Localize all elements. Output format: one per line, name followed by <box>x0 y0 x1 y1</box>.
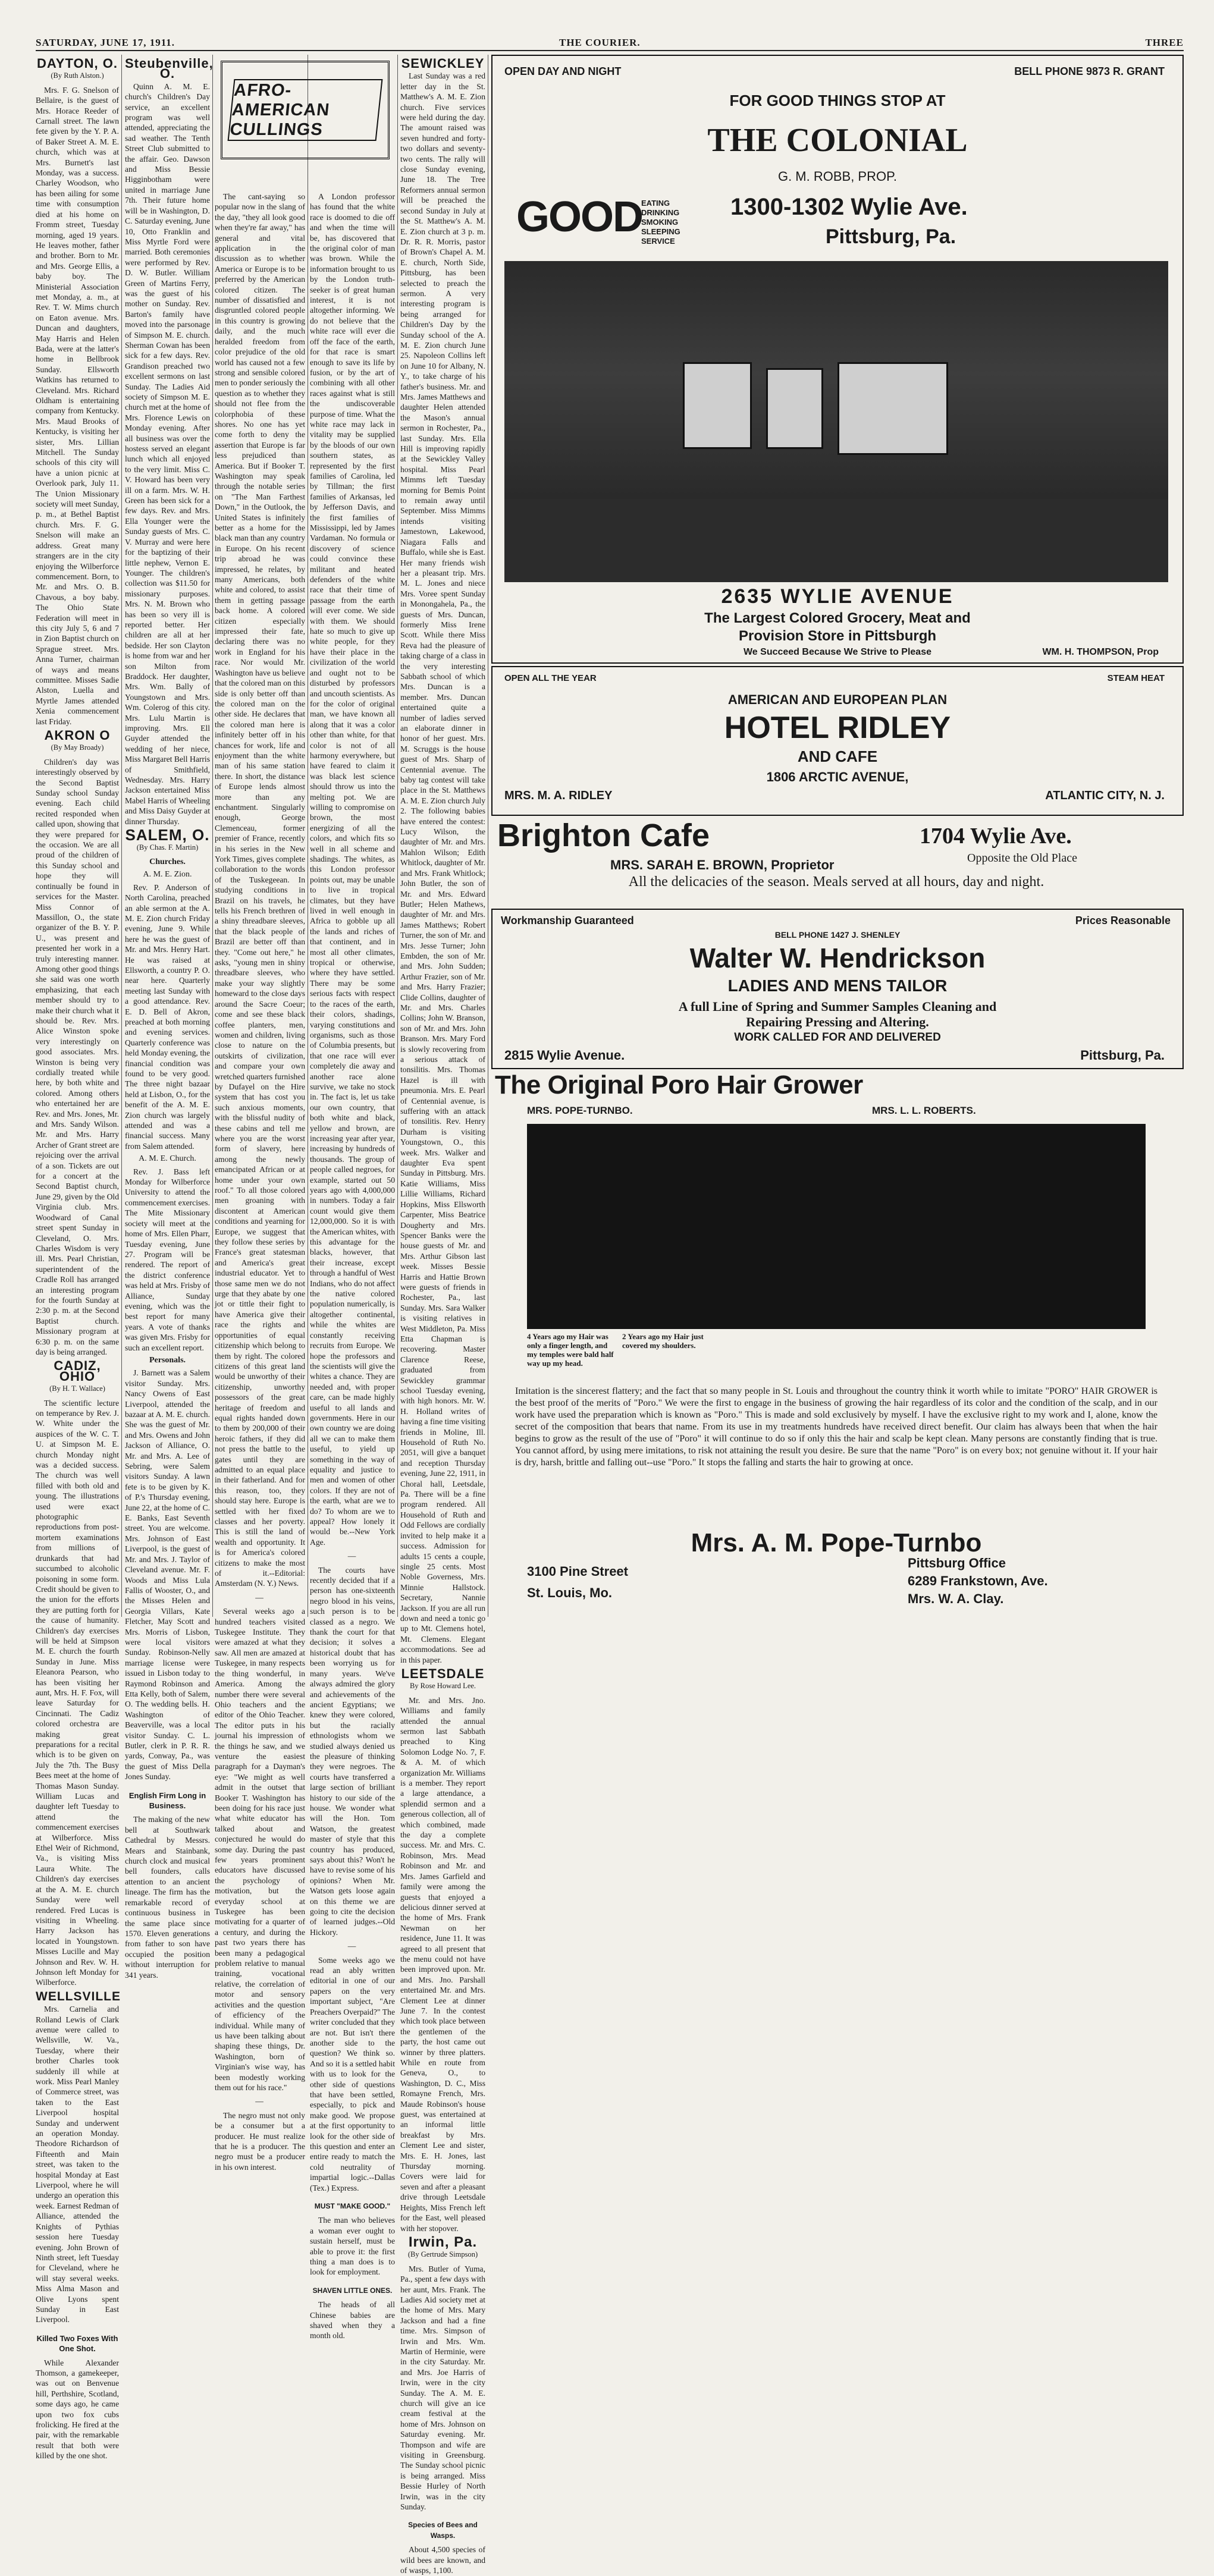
separator: — <box>255 1592 265 1602</box>
akron-article: Children's day was interestingly observed by the Second Baptist Sunday school Sunday evening. Each child recited responded when called upon, showing that they were prepared for the occasion. We are all proud of the children of this Sunday school and hope they will continually be found in services for the Master. Miss Connor of Massillon, O., the state organizer of the B. Y. P. U., was present and presented her work in a truly interesting manner. Among other good things she said was one worth emphasizing, that each member should try to make their church what it should be. Rev. Mrs. Alice Winston spoke very interestingly on good associates. Mrs. Winston is being very cordially treated while here, by both white and colored. Among others who entertained her are Rev. and Mrs. Jones, Mr. and Mrs. Sandy Wilson. Mr. and Mrs. Harry Archer of Grant street are rejoicing over the arrival of a son. Tickets are out for a concert at the Second Baptist church, June 29, given by the Old Virginia club. Mrs. Woodward of Canal street spent Sunday in Cleveland, O. Mrs. Charles Wisdom is very ill. Mrs. Pearl Christian, superintendent of the Cradle Roll has arranged an interesting program for the fourth Sunday at 2:30 p. m. at the Second Baptist church. Missionary program at 6:30 p. m. on the same day is being arranged. <box>36 757 119 1356</box>
tuskegee-article: Several weeks ago a hundred teachers visited Tuskegee Institute. They were amazed at what they saw. All men are amazed at Tuskegee, in many respects the thing wonderful, in America. Among the number there were several Ohio teachers and the editor of the Ohio Teacher. The editor puts in his journal his impression of the things he saw, and we venture the easiest paragraph for a Dayman's eye: "We might as well admit in the outset that Booker T. Washington has been doing for his race just what white educator has talked about and conjectured he would do some day. During the past few years prominent educators have discussed the psychology of motivation, but the everyday school at Tuskegee has been motivating for a quarter of a century, and during the past two years there has been many a pedagogical problem relative to manual training, vocational relative, the correlation of motor and sensory activities and the question of efficiency of the individual. While many of us have been talking about shaping these things, Dr. Washington, born of Virginian's wise way, has been modestly working them out for his race." <box>215 1607 305 2092</box>
leetsdale-headline: LEETSDALE <box>401 1666 485 1681</box>
poro-body: Imitation is the sincerest flattery; and the fact that so many people in St. Louis and throughout the country think it worth while to imitate "PORO" HAIR GROWER is the best proof of the merits of "Poro." We were the first to engage in the business of growing the hair regardless of its color and the condition of the scalp, and in our work have used the preparation which is known as "Poro." This is made and sold exclusively by myself. I have the exclusive right to my work and I, alone, know the secret of the composition that bears that name. From its use in my treatments hundreds have received direct benefit. Our claim has always been that when the hair begins to grow as the result of the use of "Poro" it will continue to do so if only this the hair and scalp be kept clean. Many persons are constantly finding that is true. You cannot afford, by using mere imitations, to risk not attaining the result you desire. Be sure that the name "Poro" is on every box; not genuine without it. If your hair is dry, harsh, brittle and falling out--use "Poro." It stops the falling and starts the hair to growing at once. <box>515 1386 1157 1468</box>
hendrickson-call: WORK CALLED FOR AND DELIVERED <box>734 1031 941 1044</box>
column-2 <box>125 55 214 1980</box>
hendrickson-guarantee: Workmanship Guaranteed <box>501 915 634 926</box>
hendrickson-address: 2815 Wylie Avenue. <box>504 1048 625 1063</box>
poro-signature: Mrs. A. M. Pope-Turnbo <box>691 1528 982 1557</box>
separator: — <box>347 1551 357 1561</box>
ridley-name: HOTEL RIDLEY <box>724 711 951 745</box>
issue-date: SATURDAY, JUNE 17, 1911. <box>36 37 175 48</box>
dayton-byline: (By Ruth Alston.) <box>51 71 104 80</box>
poro-office: Pittsburg Office <box>908 1556 1006 1570</box>
poro-address-2: 6289 Frankstown, Ave. <box>908 1573 1048 1588</box>
colonial-good: GOOD <box>516 193 643 241</box>
salem-article: Rev. P. Anderson of North Carolina, preached an able sermon at the A. M. E. Zion church Friday evening, June 9. While here he was the guest of Mr. and Mrs. Henry Hart. He was raised at Ellsworth, a country P. O. near here. Quarterly meeting last Sunday with a good attendance. Rev. E. D. Bell of Akron, preached at both morning and evening services. Quarterly conference was held Monday evening, the financial condition was found to be very good. The three night bazaar held at Lisbon, O., for the benefit of the A. M. E. Zion church was largely attended and was a financial success. Many from Salem attended. <box>125 882 210 1151</box>
page-number: THREE <box>1145 37 1184 48</box>
shaven-headline: SHAVEN LITTLE ONES. <box>312 2286 393 2295</box>
hendrickson-line-1: A full Line of Spring and Summer Samples Cleaning and <box>678 999 997 1014</box>
ridley-city: ATLANTIC CITY, N. J. <box>1045 789 1165 802</box>
editorial-europe: The cant-saying so popular now in the slang of the day, "they all look good when they're far away," has general and vital application in the discussion as to whether America or Europe is to be preferred by the American colored citizen. The number of dissatisfied and disgruntled colored people in this country is growing daily, and the much heralded freedom from color prejudice of the old world has caused not a few strong and sensible colored men to ponder seriously the question as to whether they should not flee from the colorphobia of these shores. No one has yet come forth to deny the assertion that Europe is far less prejudiced than America. But if Booker T. Washington may speak through the notable series on "The Man Farthest Down," in the Outlook, the United States is infinitely better as a home for the black man than any country in Europe. On his recent trip abroad he was impressed, he relates, by many Americans, both white and colored, to assist them in getting passage back home. A colored citizen especially impressed their fate, declaring there was no work in England for his race. Nor would Mr. Washington have us believe that the colored man on this side is only better off than the colored man on the other side. He declares that the colored man here is infinitely better off in his chances for work, life and enjoyment than the white man of his same station there. In short, the distance of Europe lends almost more than any enchantment. Singularly enough, George Clemenceau, former premier of France, recently in his series in the New York Times, gives complete collaboration to the words of the Tuskegeean. In studying conditions in Brazil on his travels, he tells his French brethren of a shiny threadbare sleeves, that the black people of Brazil are better off than they. "Come out here," he asks, "young men in shiny threadbare sleeves, who make your way slightly homeward to the close days around the Sacre Coeur; come and see these black coffee planters, men, women and children, living close to nature on the outskirts of civilization, and compare your own wretched quarters furnished by Dufayel on the Hire system that has cost you such anxious moments, with the blissful nudity of these cabins and tell me where you are the worst form of slavery, here among the newly emancipated African or at home under your own roof." To all those colored men groaning with discontent at American conditions and yearning for Europe, we suggest that they follow these series by France's great statesman and America's great industrial educator. Yet to those same men we do not urge that they abate by one jot or tittle their fight to have America give their race the rights and opportunities of equal citizenship which belong to them by right. The colored citizens of this great land would be unworthy of their citizenship, unworthy possessors of the great heritage of freedom and equal rights handed down to them by 200,000 of their heroic fathers, if they did not press the battle to the gates until they are admitted to an equal place in their fatherland. And for this reason, too, they should stay here. Europe is settled with her fixed classes and her poverty. This is still the land of wealth and opportunity. It is for America's colored citizens to make the most of it.--Editorial: Amsterdam (N. Y.) News. <box>215 192 305 1588</box>
dayton-headline: DAYTON, O. <box>37 56 118 71</box>
wellsville-headline: WELLSVILLE <box>36 1989 121 2003</box>
ame-zion-subhead: A. M. E. Zion. <box>143 870 192 879</box>
courts-article: The courts have recently decided that if a person has one-sixteenth negro blood in his veins, such person is to be classed as a negro. We thank the court for that decision; it solves a historical doubt that has been worrying us for many years. We've always admired the glory and achievements of the ancient Egyptians; we knew they were colored, but the racially ethnologists whom we studied always denied us the pleasure of thinking they were negroes. The courts have transferred a large section of brilliant history to our side of the house. We wonder what will the Hon. Tom Watson, the greatest master of style that this country has produced, says about this? Won't he have to revise some of his opinions? When Mr. Watson gets loose again on this theme we are going to cite the decision of learned judges.--Old Hickory. <box>310 1565 395 1937</box>
colonial-phone: BELL PHONE 9873 R. GRANT <box>1014 65 1165 77</box>
leetsdale-byline: By Rose Howard Lee. <box>409 1682 476 1691</box>
cullings-banner-box <box>216 55 394 191</box>
sewickley-article: Last Sunday was a red letter day in the St. Matthew's A. M. E. Zion church. Five services were held during the day. The amount raised was seven hundred and forty-two dollars and seventy-two cents. The rally will close Sunday evening, June 18. The Tree Reformers annual sermon will be preached the second Sunday in July at the St. Matthew's A. M. E. Zion church at 3 p. m. Dr. R. R. Morris, pastor of Brown's Chapel A. M. E. church, North Side, Pittsburg, has been selected to preach the sermon. A very interesting program is being arranged for Children's Day by the Sunday school of the A. M. E. Zion church June 25. Napoleon Collins left on June 10 for Albany, N. Y., to take charge of his father's business. Mr. and Mrs. James Matthews and daughter Helen attended the Mason's annual sermon in Rochester, Pa., last Sunday. Mrs. Ella Hill is improving rapidly at the Sewickley Valley hospital. Miss Pearl Mimms left Tuesday morning for Bemis Point to remain away until September. Miss Mimms intends visiting Jamestown, Lakewood, Niagara Falls and Buffalo, while she is East. Her many friends wish her a pleasant trip. Mrs. M. L. Jones and niece Mrs. Voree spent Sunday in Monongahela, Pa., the guests of Mrs. Duncan, formerly Miss Irene Scott. While there Miss Reva had the pleasure of taking charge of a class in the very interesting Sabbath school of which Mrs. Duncan is a member. Mrs. Duncan entertained quite a number of ladies served an elaborate dinner in honor of her guest. Mrs. M. Scruggs is the house guest of Mrs. Sharp of Centennial avenue. The baby tag contest will take place in the St. Matthews A. M. E. Zion church July 2. The following babies have entered the contest: Lucy Wilson, the daughter of Mr. and Mrs. Mahlon Wilson; Edith Whitlock, daughter of Mr. and Mrs. Frank Whitlock; John Butler, the son of Mr. and Mrs. Edward Butler; Helen Mathews, daughter of Mr. and Mrs. James Matthews; Robert Turner, the son of Mr. and Mrs. Jesse Turner; John Embden, the son of Mr. and Mrs. John Sudden; Arthur Frazier, son of Mr. and Mrs. Harry Frazier; Clide Collins, daughter of Mr. and Mrs. Charles Collins; John W. Branson, son of Mr. and Mrs. John Branson. Mrs. Mary Ford is slowly recovering from a serious attack of tonsilitis. Mrs. Thomas Hazel is ill with pneumonia. Mrs. E. Pearl of Centennial avenue, is suffering with an attack of tonsilitis. Rev. Henry Durham is visiting Youngstown, O., this week. Mrs. Walker and daughter Eva spent Sunday in Pittsburg. Mrs. Katie Williams, Miss Lillie Williams, Richard Hopkins, Miss Ellsworth Carpenter, Miss Beatrice Dougherty and Mrs. Spencer Banks were the house guests of Mr. and Mrs. Arthur Gibson last week. Misses Bessie Harris and Hattie Brown were guests of friends in Rochester, Pa., last Sunday. Mrs. Sara Walker is visiting relatives in West Middleton, Pa. Miss Etta Chapman is recovering. Master Clarence Reese, graduated from Sewickley grammar school Tuesday evening, with high honors. Mr. W. H. Holland writes of having a fine time visiting friends in Moline, Ill. Household of Ruth No. 2051, will give a banquet and reception Thursday evening, June 22, 1911, in Choral hall, Leetsdale, Pa. There will be a fine program rendered. All Household of Ruth and Odd Fellows are cordially invited to help make it a success. Admission for adults 15 cents a couple, single 25 cents. Most Noble Governess, Mrs. Minnie Hallstock. Secretary, Nannie Jackson. If you are all run down and need a tonic go up to Mt. Clemens hotel, Mt. Clemens. Elegant accommodations. See ad in this paper. <box>400 71 485 1664</box>
brighton-tagline: All the delicacies of the season. Meals served at all hours, day and night. <box>628 874 1044 890</box>
foxes-headline: Killed Two Foxes With One Shot. <box>36 2333 118 2354</box>
hendrickson-name: Walter W. Hendrickson <box>689 943 986 973</box>
column-rule <box>212 55 213 1617</box>
column-1 <box>36 55 121 2461</box>
poro-portraits <box>527 1124 1146 1329</box>
hendrickson-line-2: Repairing Pressing and Altering. <box>746 1014 929 1029</box>
dayton-article: Mrs. F. G. Snelson of Bellaire, is the guest of Mrs. Horace Reeder of Carnall street. The lawn fete given by the Y. P. A. of Baker Street A. M. E. church, which was at Mrs. Burnett's last Monday, was a success. Charley Woodson, who has been ailing for some time with consumption died at his home on Fromm street, Tuesday morning, aged 19 years. He leaves mother, father and brother. Born to Mr. and Mrs. George Ellis, a baby boy. The Ministerial Association met Monday, a. m., at Rev. T. W. Mims church on Eaton avenue. Mrs. Duncan and daughters, May Harris and Helen Bada, were at the latter's home in Bellbrook Sunday. Ellsworth Watkins has returned to Cleveland. Mrs. Richard Oldham is entertaining company from Kentucky. Mrs. Maud Brooks of Kentucky, is visiting her sister, Mrs. Lillian Mitchell. The Sunday schools of this city will have a union picnic at Overlook park, July 11. The Union Missionary society will meet Sunday, p. m., at Bethel Baptist church. Mrs. F. G. Snelson will make an address. Great many strangers are in the city enjoying the Wilberforce commencement. Born, to Mr. and Mrs. O. B. Chavous, a boy baby. The Ohio State Federation will meet in this city July 5, 6 and 7 in Zion Baptist church on Sprague street. Mrs. Anna Turner, chairman of ways and means committee. Misses Sadie Alston, Luella and Myrtle James attended Xenia commencement last Friday. <box>36 85 119 726</box>
salem-headline: SALEM, O. <box>125 826 210 844</box>
ridley-heat: STEAM HEAT <box>1107 673 1165 683</box>
poro-caption-right: 2 Years ago my Hair just covered my shoulders. <box>622 1332 704 1350</box>
foxes-article: While Alexander Thomson, a gamekeeper, was out on Benvenue hill, Perthshire, Scotland, some days ago, he came upon two fox cubs frolicking. He fired at the pair, with the remarkable result that both were killed by the one shot. <box>36 2358 119 2461</box>
colonial-tagline: FOR GOOD THINGS STOP AT <box>729 92 946 109</box>
akron-byline: (By May Broady) <box>51 743 104 752</box>
akron-headline: AKRON O <box>44 728 111 743</box>
thompson-line-1: The Largest Colored Grocery, Meat and <box>704 610 971 626</box>
poro-agent: Mrs. W. A. Clay. <box>908 1591 1004 1606</box>
ridley-owner: MRS. M. A. RIDLEY <box>504 789 613 802</box>
london-professor-article: A London professor has found that the white race is doomed to die off and when the time will be, has discovered that the original color of man was brown. While the information brought to us by the London truth-seeker is of great human interest, it is not altogether informing. We do not believe that the white race will ever die off the face of the earth, for that race is smart enough to save its life by fusion, or by the art of combining with all other races against what is still the undiscoverable purpose of time. What the white race may lack in vitality may be supplied by the bloods of our own southern states, as represented by the first families of Carolina, led by Tillman; the first families of Arkansas, led by Jefferson Davis, and the first families of Mississippi, led by James Vardaman. No formula or discovery of science could convince these militant and heated defenders of the white race that their time of passage from the earth will ever come. We side with them. We should hate so much to give up white people, for they have their place in the civilization of the world and ought not to be disturbed by professors and uncouth scientists. As for the color of original man, we have known all along that it was a color other than white, for that color is not of all harmony everywhere, but have feared to claim it was black lest science should throw us into the melting pot. We are willing to compromise on brown, the most energizing of all the colors, and which fits so well in all scheme and shadings. The whites, as this London professor points out, may be unable to live in tropical climates, but they have lived in well enough in Africa to gobble up all the lands and riches of that continent, and in most all other climates, tropical or otherwise, where they have settled. There may be some serious facts with respect to the races of the earth, their colors, shadings, varying constitutions and organisms, such as those of Columbia presents, but that one race will ever completely die away and another race alone survive, we take no stock in. The fact is, let us take our own country, that both white and black, yellow and brown, are increasing year after year, increasing by hundreds of thousands. The group of people called negroes, for example, started out 50 years ago with 4,000,000 in numbers. Today a fair count would give them 12,000,000. So it is with the American whites, with this advantage for the blacks, however, that their increase, except through a handful of West Indians, who do not affect the native colored population numerically, is altogether continental, while the whites are constantly receiving recruits from Europe. We hope the professors and the scientists will give the whites a chance. They are needed and, with proper care, can be made highly useful to all lands and governments. Here in our own country we are doing all we can to make them useful, to yield up something in the way of equality and justice to men and women of other colors. If they are not of the earth, what are we to do? To whom are we to appeal? How lonely it would be.--New York Age. <box>310 192 395 1547</box>
column-5 <box>400 55 485 2575</box>
poro-left-name: MRS. POPE-TURNBO. <box>527 1105 633 1116</box>
cadiz-byline: (By H. T. Wallace) <box>49 1384 105 1393</box>
churches-subhead: Churches. <box>149 857 186 866</box>
colonial-proprietor: G. M. ROBB, PROP. <box>777 169 898 184</box>
ridley-plan: AMERICAN AND EUROPEAN PLAN <box>727 692 948 707</box>
hendrickson-ad <box>491 909 1184 1069</box>
salem-byline: (By Chas. F. Martin) <box>136 843 199 852</box>
storefront-window <box>837 362 948 455</box>
column-rule <box>397 55 398 1617</box>
must-make-good-headline: MUST "MAKE GOOD." <box>314 2202 391 2210</box>
thompson-proprietor: WM. H. THOMPSON, Prop <box>1042 647 1159 657</box>
column-3 <box>215 191 305 2172</box>
brighton-proprietor: MRS. SARAH E. BROWN, Proprietor <box>610 857 835 872</box>
sewickley-headline: SEWICKLEY <box>401 56 485 71</box>
hotel-ridley-ad <box>491 666 1184 816</box>
column-4 <box>310 191 395 2341</box>
bees-article: About 4,500 species of wild bees are known, and of wasps, 1,100. <box>400 2545 485 2575</box>
shaven-article: The heads of all Chinese babies are shaved when they a month old. <box>310 2300 395 2341</box>
poro-ad <box>491 1070 1181 1615</box>
salem-article-2: Rev. J. Bass left Monday for Wilberforce University to attend the commencement exercises. The Mite Missionary society will meet at the home of Mrs. Ellen Pharr, Tuesday evening, June 27. Program will be rendered. The report of the district conference was held at Mrs. Frisby of Alliance, Sunday evening, which was the best report for many years. A vote of thanks was given Mrs. Frisby for such an excellent report. <box>125 1167 210 1352</box>
must-make-good-article: The man who believes a woman ever ought to sustain herself, must be able to prove it: the first thing a man does is to look for employment. <box>310 2216 395 2277</box>
hendrickson-phone: BELL PHONE 1427 J. SHENLEY <box>774 930 901 940</box>
colonial-ad <box>491 55 1184 664</box>
ridley-address: 1806 ARCTIC AVENUE, <box>766 769 909 784</box>
storefront-window <box>683 362 752 449</box>
poro-city-1: St. Louis, Mo. <box>527 1585 612 1600</box>
storefront-window <box>766 368 823 449</box>
negro-producer-article: The negro must not only be a consumer but a producer. He must realize that he is a producer. The negro must be a producer in his own interest. <box>215 2110 305 2172</box>
english-firm-article: The making of the new bell at Southwark Cathedral by Messrs. Mears and Stainbank, church clock and musical bell founders, calls attention to an ancient lineage. The firm has the remarkable record of continuous business in the same place since 1570. Eleven generations from father to son have occupied the position without interruption for 341 years. <box>125 1815 210 1980</box>
salem-personals: J. Barnett was a Salem visitor Sunday. Mrs. Nancy Owens of East Liverpool, attended the bazaar at A. M. E. church. She was the guest of Mr. and Mrs. Owens and John Jackson of Alliance, O. Mr. and Mrs. A. Lee of Sebring, were Salem visitors Sunday. A lawn fete is to be given by K. of P.'s Thursday evening, June 22, at the home of C. E. Banks, East Seventh street. You are welcome. Mrs. Johnson of East Liverpool, is the guest of Mr. and Mrs. J. Taylor of Cleveland avenue. Mr. F. Woods and Miss Lula Fallis of Wooster, O., and the Misses Helen and Georgia Villars, Kate Fletcher, May Scott and Mrs. Morris of Lisbon, were local visitors Sunday. Robinson-Nelly marriage license were issued in Lisbon today to Raymond Robinson and Etta Kelly, both of Salem, O. The wedding bells. H. Washington of Beaverville, was a local visitor Sunday. C. L. Butler, clerk in P. R. R. yards, Conway, Pa., was the guest of Miss Della Jones Sunday. <box>125 1368 210 1782</box>
poro-address-1: 3100 Pine Street <box>527 1564 628 1579</box>
colonial-address: 1300-1302 Wylie Ave. <box>730 194 968 220</box>
personals-subhead: Personals. <box>149 1355 186 1365</box>
cullings-title: AFRO-AMERICAN CULLINGS <box>228 79 383 141</box>
thompson-line-2: Provision Store in Pittsburgh <box>738 628 937 644</box>
irwin-headline: Irwin, Pa. <box>408 2233 478 2250</box>
brighton-name: Brighton Cafe <box>497 818 710 853</box>
steubenville-article: Quinn A. M. E. church's Children's Day service, an excellent program was well attended, appreciating the sad weather. The Tenth Street Club submitted to the affair. Geo. Dawson and Miss Bessie Higginbotham were united in marriage June 7th. Their future home will be in Washington, D. C. Saturday evening, June 10, Otto Franklin and Miss Myrtle Ford were married. Both ceremonies were performed by Rev. D. W. Butler. William Green of Martins Ferry, was the guest of his mother on Sunday. Rev. Barton's family have moved into the parsonage of Simpson M. E. church. Sherman Cowan has been sick for a few days. Rev. Grandison preached two excellent sermons on last Sunday. The Ladies Aid society of Simpson M. E. church met at the home of Mrs. Florence Lewis on Monday evening. After all business was over the hostess served an elegant lunch which all enjoyed to the very limit. Miss C. V. Howard has been very ill on a farm. Mrs. W. H. Green has been sick for a few days. Rev. and Mrs. Ella Younger were the Sunday guests of Mrs. C. V. Murray and were here for the baptizing of their little nephew, Vernon E. Younger. The children's collection was $11.50 for missionary purposes. Mrs. N. M. Brown who has been so very ill is reported better. Her children are all at her bedside. Her son Clayton is home from war and her son Milton from Braddock. Her daughter, Mrs. Wm. Bally of Youngstown and Mrs. Wm. Colerog of this city. Mrs. Lulu Martin is improving. Mrs. Ell Guyder attended the wedding of her niece, Miss Margaret Bell Harris of Smithfield, Wednesday. Mrs. Harry Jackson entertained Miss Mabel Harris of Wheeling and Miss Daisy Guyder at dinner Thursday. <box>125 81 210 826</box>
brighton-cafe-ad <box>491 817 1181 906</box>
hendrickson-prices: Prices Reasonable <box>1075 915 1171 926</box>
storefront-street <box>504 499 1168 582</box>
separator: — <box>255 2097 265 2106</box>
preachers-article: Some weeks ago we read an ably written editorial in one of our papers on the very important subject, "Are Preachers Overpaid?" The writer concluded that they are not. But isn't there another side to the question? We think so. And so it is a settled habit with us to look for the other side of questions that have been settled, especially, to pick and make good. We propose at the first opportunity to look for the other side of this question and enter an entire ready to match the cold neutrality of impartial logic.--Dallas (Tex.) Express. <box>310 1955 395 2192</box>
ridley-cafe: AND CAFE <box>797 747 878 765</box>
thompson-address: 2635 WYLIE AVENUE <box>721 585 954 608</box>
cadiz-headline: CADIZ, OHIO <box>54 1358 101 1384</box>
leetsdale-article: Mr. and Mrs. Jno. Williams and family attended the annual sermon last Sabbath preached to King Solomon Lodge No. 7, F. & A. M. of which organization Mr. Williams is a member. They report a large attendance, a splendid sermon and a generous collection, all of which combined, made the day a complete success. Mr. and Mrs. C. Robinson, Mrs. Mead Robinson and Mr. and Mrs. James Garfield and family were among the guests that enjoyed a delicious dinner served at the home of Mrs. Frank Newman on her residence, June 11. It was agreed to all present that the menu could not have been improved upon. Mr. and Mrs. Jno. Parshall entertained Mr. and Mrs. Clement Lee at dinner June 7. In the contest which took place between the gentlemen of the party, the host came out winner by three platters. While en route from Geneva, O., to Washington, D. C., Miss Romayne French, Mrs. Maude Robinson's house guest, was entertained at an informal little breakfast by Mrs. Clement Lee and sister, Mrs. E. H. Jones, last Thursday morning. Covers were laid for seven and after a pleasant drive through Leetsdale Heights, Miss French left for the East, well pleased with her stopover. <box>400 1695 485 2233</box>
brighton-address: 1704 Wylie Ave. <box>920 824 1072 849</box>
ridley-hours: OPEN ALL THE YEAR <box>504 673 597 683</box>
storefront-photo <box>504 261 1168 582</box>
poro-right-name: MRS. L. L. ROBERTS. <box>872 1105 976 1116</box>
irwin-article: Mrs. Butler of Yuma, Pa., spent a few days with her aunt, Mrs. Frank. The Ladies Aid society met at the home of Mrs. Mary Jackson and had a fine time. Mrs. Simpson of Irwin and Mrs. Wm. Martin of Herminie, were in the city Saturday. Mr. and Mrs. Joe Harris of Irwin, were in the city Sunday. The A. M. E. church will give an ice cream festival at the home of Mrs. Johnson on Saturday evening. Mr. Thompson and wife are visiting in Greensburg. The Sunday school picnic is being arranged. Miss Bessie Hurley of North Irwin, was in the city Sunday. <box>400 2264 485 2512</box>
wellsville-article: Mrs. Carnelia and Rolland Lewis of Clark avenue were called to Wellsville, W. Va., Tuesday, where their brother Charles took suddenly ill while at work. Miss Pearl Manley of Commerce street, was taken to the East Liverpool hospital Sunday and underwent an operation Monday. Theodore Richardson of Fifteenth and Main street, was taken to the hospital Monday at East Liverpool, where he will undergo an operation this week. Earnest Redman of Alliance, attended the Knights of Pythias session here Tuesday evening. John Brown of Ninth street, left Tuesday for Cleveland, where he will stay several weeks. Miss Alma Mason and Olive Lyons spent Sunday in East Liverpool. <box>36 2005 119 2324</box>
irwin-byline: (By Gertrude Simpson) <box>407 2250 478 2259</box>
brighton-opposite: Opposite the Old Place <box>967 852 1077 865</box>
thompson-motto: We Succeed Because We Strive to Please <box>743 647 931 657</box>
cullings-banner <box>221 61 390 159</box>
cadiz-article: The scientific lecture on temperance by Rev. J. W. White under the auspices of the W. C. T. U. at Simpson M. E. church Monday night was a decided success. The church was well filled with both old and young. The illustrations used were exact photographic reproductions from post-mortem examinations from millions of drunkards that had succumbed to alcoholic poisoning in some form. Credit should be given to the union for the efforts they are putting forth for the cause of humanity. Children's day exercises will be held at Simpson M. E. church the fourth Sunday in June. Miss Eleanora Pearson, who has been visiting her aunt, Mrs. H. F. Fox, will leave Saturday for Cincinnati. The Cadiz colored orchestra are making great preparations for a recital which is to be given on July the 7th. The Busy Bees meet at the home of Thomas Mason Sunday. William Lucas and daughter left Tuesday to attend the commencement exercises at Wilberforce. Miss Ethel Weir of Richmond, Va., is visiting Miss Laura White. The Children's day exercises at the A. M. E. church Sunday were well rendered. Fred Lucas is visiting in Wheeling. Harry Jackson has located in Youngstown. Misses Lucille and May Johnson and Rev. W. H. Johnson left Monday for Wilberforce. <box>36 1398 119 1987</box>
bees-headline: Species of Bees and Wasps. <box>408 2521 478 2540</box>
column-rule <box>121 55 122 1617</box>
colonial-name: THE COLONIAL <box>707 122 968 159</box>
colonial-hours: OPEN DAY AND NIGHT <box>504 65 622 77</box>
poro-caption-left: 4 Years ago my Hair was only a finger length, and my temples were bald half way up my head. <box>527 1332 614 1368</box>
hendrickson-city: Pittsburg, Pa. <box>1080 1048 1165 1063</box>
hendrickson-title: LADIES AND MENS TAILOR <box>727 976 948 995</box>
poro-title: The Original Poro Hair Grower <box>495 1070 863 1099</box>
paper-name: THE COURIER. <box>559 37 641 48</box>
colonial-services: EATING DRINKING SMOKING SLEEPING SERVICE <box>641 199 680 246</box>
english-firm-headline: English Firm Long in Business. <box>128 1790 206 1811</box>
masthead <box>36 37 1184 51</box>
steubenville-headline: Steubenville, O. <box>125 56 214 81</box>
ame-church-subhead: A. M. E. Church. <box>139 1154 196 1164</box>
separator: — <box>347 1942 357 1951</box>
colonial-city: Pittsburg, Pa. <box>826 225 956 248</box>
